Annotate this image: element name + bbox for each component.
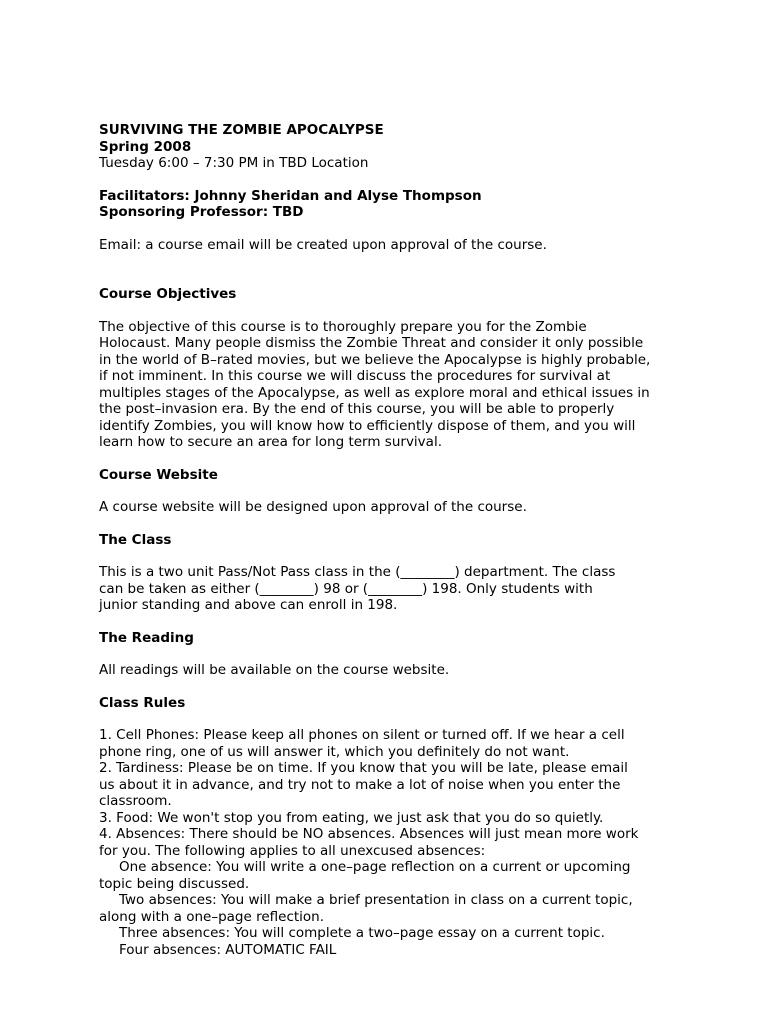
objectives-line: learn how to secure an area for long term survival. <box>99 434 442 450</box>
rules-line: phone ring, one of us will answer it, which you definitely do not want. <box>99 743 570 760</box>
website-heading: Course Website <box>99 466 218 483</box>
objectives-line: in the world of B–rated movies, but we believe the Apocalypse is highly probable, <box>99 351 651 368</box>
objectives-line: The objective of this course is to thoroughly prepare you for the Zombie <box>99 318 587 335</box>
rules-line: 3. Food: We won't stop you from eating, we just ask that you do so quietly. <box>99 809 604 826</box>
syllabus-page <box>99 122 679 958</box>
class-line: This is a two unit Pass/Not Pass class in the (________) department. The class <box>99 564 616 580</box>
reading-heading: The Reading <box>99 629 194 646</box>
rules-line: 2. Tardiness: Please be on time. If you know that you will be late, please email <box>99 760 628 776</box>
rules-line: classroom. <box>99 793 172 809</box>
absence-rule-continued: topic being discussed. <box>99 875 250 892</box>
rules-heading: Class Rules <box>99 694 186 711</box>
class-line: can be taken as either (________) 98 or (________) 198. Only students with <box>99 580 593 597</box>
absence-rule-continued: along with a one–page reflection. <box>99 908 325 925</box>
objectives-line: multiples stages of the Apocalypse, as well as explore moral and ethical issues in <box>99 384 650 401</box>
email-line: Email: a course email will be created upon approval of the course. <box>99 236 547 253</box>
course-schedule: Tuesday 6:00 – 7:30 PM in TBD Location <box>99 155 369 171</box>
absence-rule: Four absences: AUTOMATIC FAIL <box>119 941 337 958</box>
rules-line: 4. Absences: There should be NO absences. Absences will just mean more work <box>99 826 639 842</box>
class-line: junior standing and above can enroll in 198. <box>99 597 398 613</box>
objectives-heading: Course Objectives <box>99 286 237 302</box>
facilitators-line: Facilitators: Johnny Sheridan and Alyse Thompson <box>99 187 482 204</box>
absence-rule: Two absences: You will make a brief presentation in class on a current topic, <box>119 892 633 908</box>
objectives-line: the post–invasion era. By the end of this course, you will be able to properly <box>99 401 615 417</box>
course-term: Spring 2008 <box>99 138 192 155</box>
course-title: SURVIVING THE ZOMBIE APOCALYPSE <box>99 122 384 138</box>
absence-rule: One absence: You will write a one–page reflection on a current or upcoming <box>119 859 631 875</box>
objectives-line: identify Zombies, you will know how to efficiently dispose of them, and you will <box>99 417 636 434</box>
objectives-line: if not imminent. In this course we will discuss the procedures for survival at <box>99 368 611 384</box>
absence-rule: Three absences: You will complete a two–page essay on a current topic. <box>119 925 605 941</box>
rules-line: us about it in advance, and try not to make a lot of noise when you enter the <box>99 776 621 793</box>
objectives-line: Holocaust. Many people dismiss the Zombie Threat and consider it only possible <box>99 335 644 351</box>
objectives-paragraph <box>99 319 679 451</box>
rules-list <box>99 727 679 958</box>
reading-text: All readings will be available on the course website. <box>99 662 450 678</box>
class-paragraph <box>99 564 679 614</box>
class-heading: The Class <box>99 531 172 548</box>
website-text: A course website will be designed upon approval of the course. <box>99 499 527 515</box>
rules-line: for you. The following applies to all unexcused absences: <box>99 842 486 859</box>
sponsor-line: Sponsoring Professor: TBD <box>99 204 304 220</box>
rules-line: 1. Cell Phones: Please keep all phones on silent or turned off. If we hear a cell <box>99 727 625 743</box>
